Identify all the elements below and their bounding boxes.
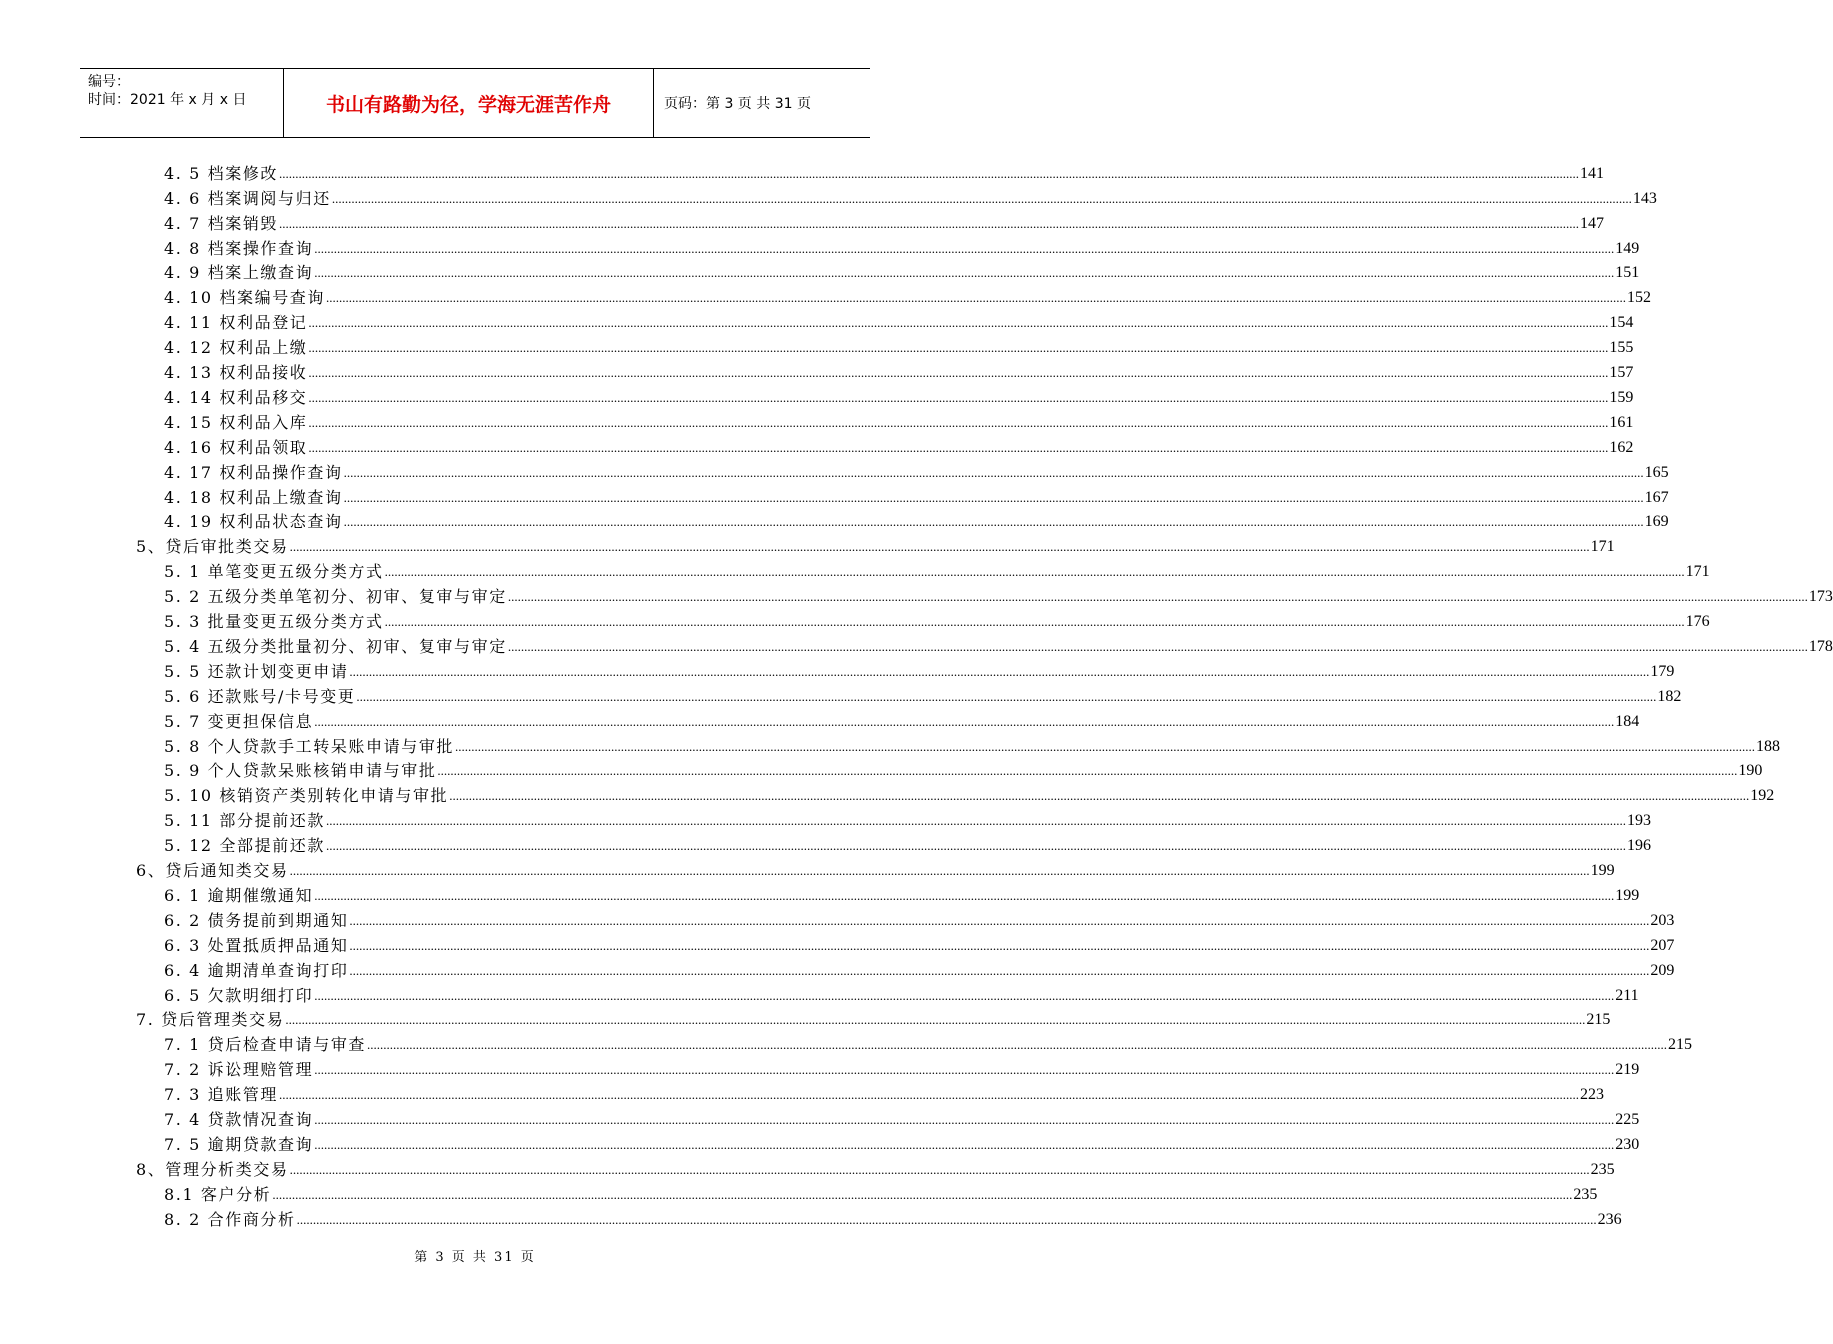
toc-entry-title: 4. 14 权利品移交 xyxy=(164,387,308,407)
toc-leader-dots: ................................................................................................................................................................................................................................................................................................................................................................................................................ xyxy=(326,290,1626,306)
toc-entry-title: 5. 12 全部提前还款 xyxy=(164,836,325,856)
toc-entry-page: 207 xyxy=(1650,936,1675,954)
toc-entry[interactable] xyxy=(0,284,1651,309)
toc-entry-page: 161 xyxy=(1609,413,1634,431)
toc-entry-page: 199 xyxy=(1590,862,1615,880)
toc-entry-title: 4. 13 权利品接收 xyxy=(164,363,308,383)
toc-leader-dots: ................................................................................................................................................................................................................................................................................................................................................................................................................ xyxy=(314,1136,1615,1152)
toc-leader-dots: ................................................................................................................................................................................................................................................................................................................................................................................................................ xyxy=(349,912,1650,928)
page-header xyxy=(80,68,870,138)
toc-entry-page: 184 xyxy=(1615,712,1640,730)
toc-leader-dots: ................................................................................................................................................................................................................................................................................................................................................................................................................ xyxy=(349,962,1650,978)
toc-leader-dots: ................................................................................................................................................................................................................................................................................................................................................................................................................ xyxy=(455,738,1756,754)
toc-entry-title: 5. 7 变更担保信息 xyxy=(164,711,314,731)
toc-entry-page: 154 xyxy=(1609,314,1634,332)
toc-entry-title: 7. 5 逾期贷款查询 xyxy=(164,1134,314,1154)
toc-entry-title: 4. 12 权利品上缴 xyxy=(164,338,308,358)
toc-leader-dots: ................................................................................................................................................................................................................................................................................................................................................................................................................ xyxy=(314,887,1615,903)
toc-entry-page: 159 xyxy=(1609,388,1634,406)
toc-entry-title: 4. 11 权利品登记 xyxy=(164,313,308,333)
toc-entry-title: 5. 2 五级分类单笔初分、初审、复审与审定 xyxy=(164,587,507,607)
toc-entry[interactable] xyxy=(0,582,1833,607)
toc-entry[interactable] xyxy=(0,184,1657,209)
toc-entry[interactable] xyxy=(0,1180,1598,1205)
toc-entry-page: 155 xyxy=(1609,339,1634,357)
toc-leader-dots: ................................................................................................................................................................................................................................................................................................................................................................................................................ xyxy=(314,1062,1615,1078)
toc-entry-title: 4. 19 权利品状态查询 xyxy=(164,512,343,532)
toc-entry-title: 4. 16 权利品领取 xyxy=(164,437,308,457)
toc-leader-dots: ................................................................................................................................................................................................................................................................................................................................................................................................................ xyxy=(507,638,1808,654)
toc-entry[interactable] xyxy=(0,757,1763,782)
header-page-info: 页码：第 3 页 共 31 页 xyxy=(664,96,811,112)
toc-entry[interactable] xyxy=(0,358,1634,383)
toc-entry-page: 147 xyxy=(1580,214,1605,232)
toc-leader-dots: ................................................................................................................................................................................................................................................................................................................................................................................................................ xyxy=(279,215,1580,231)
header-meta xyxy=(80,69,284,137)
toc-entry-page: 211 xyxy=(1615,986,1639,1004)
toc-entry-title: 6. 1 逾期催缴通知 xyxy=(164,885,314,905)
toc-entry-page: 171 xyxy=(1590,538,1615,556)
toc-leader-dots: ................................................................................................................................................................................................................................................................................................................................................................................................................ xyxy=(384,564,1685,580)
toc-entry-page: 169 xyxy=(1644,513,1669,531)
toc-entry-page: 215 xyxy=(1586,1011,1611,1029)
toc-leader-dots: ................................................................................................................................................................................................................................................................................................................................................................................................................ xyxy=(279,165,1580,181)
toc-entry-page: 149 xyxy=(1615,239,1640,257)
toc-entry-title: 6. 2 债务提前到期通知 xyxy=(164,910,349,930)
toc-entry-page: 182 xyxy=(1657,687,1682,705)
toc-entry[interactable] xyxy=(0,806,1651,831)
toc-entry-page: 143 xyxy=(1632,189,1657,207)
toc-entry-title: 4. 17 权利品操作查询 xyxy=(164,462,343,482)
toc-leader-dots: ................................................................................................................................................................................................................................................................................................................................................................................................................ xyxy=(449,788,1750,804)
toc-entry-title: 7. 1 贷后检查申请与审查 xyxy=(164,1035,367,1055)
toc-entry[interactable] xyxy=(0,881,1640,906)
toc-leader-dots: ................................................................................................................................................................................................................................................................................................................................................................................................................ xyxy=(343,464,1644,480)
toc-entry[interactable] xyxy=(0,234,1640,259)
toc-leader-dots: ................................................................................................................................................................................................................................................................................................................................................................................................................ xyxy=(331,190,1632,206)
toc-leader-dots: ................................................................................................................................................................................................................................................................................................................................................................................................................ xyxy=(308,389,1609,405)
toc-leader-dots: ................................................................................................................................................................................................................................................................................................................................................................................................................ xyxy=(308,340,1609,356)
toc-entry[interactable] xyxy=(0,508,1669,533)
toc-entry[interactable] xyxy=(0,856,1615,881)
toc-entry[interactable] xyxy=(0,632,1833,657)
toc-entry-title: 4. 7 档案销毁 xyxy=(164,213,279,233)
toc-entry-title: 4. 18 权利品上缴查询 xyxy=(164,487,343,507)
toc-leader-dots: ................................................................................................................................................................................................................................................................................................................................................................................................................ xyxy=(507,589,1808,605)
toc-entry-page: 219 xyxy=(1615,1061,1640,1079)
header-date: 时间：2021 年 x 月 x 日 xyxy=(88,92,247,108)
toc-leader-dots: ................................................................................................................................................................................................................................................................................................................................................................................................................ xyxy=(296,1211,1597,1227)
toc-entry-title: 5. 3 批量变更五级分类方式 xyxy=(164,612,384,632)
toc-entry[interactable] xyxy=(0,1205,1622,1230)
toc-entry[interactable] xyxy=(0,209,1605,234)
toc-entry-page: 199 xyxy=(1615,886,1640,904)
toc-entry-title: 8.1 客户分析 xyxy=(164,1184,272,1204)
toc-leader-dots: ................................................................................................................................................................................................................................................................................................................................................................................................................ xyxy=(289,539,1590,555)
toc-entry-page: 162 xyxy=(1609,438,1634,456)
toc-entry[interactable] xyxy=(0,383,1634,408)
toc-entry-title: 7. 3 追账管理 xyxy=(164,1085,279,1105)
toc-entry[interactable] xyxy=(0,408,1634,433)
toc-entry[interactable] xyxy=(0,931,1675,956)
toc-leader-dots: ................................................................................................................................................................................................................................................................................................................................................................................................................ xyxy=(349,663,1650,679)
toc-entry-title: 5. 8 个人贷款手工转呆账申请与审批 xyxy=(164,736,455,756)
toc-entry-page: 178 xyxy=(1808,637,1833,655)
toc-entry-page: 190 xyxy=(1738,762,1763,780)
toc-entry[interactable] xyxy=(0,1105,1640,1130)
toc-entry[interactable] xyxy=(0,607,1710,632)
toc-leader-dots: ................................................................................................................................................................................................................................................................................................................................................................................................................ xyxy=(308,365,1609,381)
toc-leader-dots: ................................................................................................................................................................................................................................................................................................................................................................................................................ xyxy=(437,763,1738,779)
toc-entry[interactable] xyxy=(0,1155,1615,1180)
toc-entry-title: 7. 贷后管理类交易 xyxy=(136,1010,285,1030)
toc-leader-dots: ................................................................................................................................................................................................................................................................................................................................................................................................................ xyxy=(308,439,1609,455)
toc-entry[interactable] xyxy=(0,458,1669,483)
toc-leader-dots: ................................................................................................................................................................................................................................................................................................................................................................................................................ xyxy=(314,265,1615,281)
toc-entry-page: 225 xyxy=(1615,1111,1640,1129)
toc-entry[interactable] xyxy=(0,1031,1693,1056)
toc-entry-title: 8. 2 合作商分析 xyxy=(164,1209,296,1229)
toc-entry-page: 179 xyxy=(1650,662,1675,680)
toc-leader-dots: ................................................................................................................................................................................................................................................................................................................................................................................................................ xyxy=(349,937,1650,953)
toc-entry-title: 6. 4 逾期清单查询打印 xyxy=(164,960,349,980)
toc-entry[interactable] xyxy=(0,682,1682,707)
toc-leader-dots: ................................................................................................................................................................................................................................................................................................................................................................................................................ xyxy=(343,489,1644,505)
toc-entry-title: 5、贷后审批类交易 xyxy=(136,537,289,557)
toc-entry[interactable] xyxy=(0,533,1615,558)
toc-entry-page: 151 xyxy=(1615,264,1640,282)
toc-entry[interactable] xyxy=(0,657,1675,682)
toc-entry-title: 5. 4 五级分类批量初分、初审、复审与审定 xyxy=(164,636,507,656)
toc-leader-dots: ................................................................................................................................................................................................................................................................................................................................................................................................................ xyxy=(314,987,1615,1003)
toc-entry-title: 4. 15 权利品入库 xyxy=(164,412,308,432)
toc-entry-title: 6. 5 欠款明细打印 xyxy=(164,985,314,1005)
toc-entry[interactable] xyxy=(0,1055,1640,1080)
toc-entry-title: 4. 6 档案调阅与归还 xyxy=(164,188,331,208)
toc-leader-dots: ................................................................................................................................................................................................................................................................................................................................................................................................................ xyxy=(343,514,1644,530)
toc-entry[interactable] xyxy=(0,707,1640,732)
header-number-label: 编号： xyxy=(88,74,130,90)
toc-entry-page: 188 xyxy=(1756,737,1781,755)
toc-leader-dots: ................................................................................................................................................................................................................................................................................................................................................................................................................ xyxy=(314,240,1615,256)
toc-entry-title: 7. 2 诉讼理赔管理 xyxy=(164,1060,314,1080)
toc-entry-page: 230 xyxy=(1615,1135,1640,1153)
toc-entry-page: 203 xyxy=(1650,911,1675,929)
toc-leader-dots: ................................................................................................................................................................................................................................................................................................................................................................................................................ xyxy=(285,1012,1586,1028)
toc-entry-title: 6. 3 处置抵质押品通知 xyxy=(164,935,349,955)
toc-entry[interactable] xyxy=(0,483,1669,508)
toc-leader-dots: ................................................................................................................................................................................................................................................................................................................................................................................................................ xyxy=(289,863,1590,879)
toc-entry[interactable] xyxy=(0,732,1781,757)
toc-entry[interactable] xyxy=(0,1006,1611,1031)
toc-entry-page: 193 xyxy=(1627,812,1651,830)
toc-entry[interactable] xyxy=(0,308,1634,333)
toc-entry-title: 4. 5 档案修改 xyxy=(164,163,279,183)
toc-entry[interactable] xyxy=(0,831,1651,856)
toc-entry-title: 4. 10 档案编号查询 xyxy=(164,288,325,308)
toc-entry-page: 209 xyxy=(1650,961,1675,979)
toc-entry-title: 5. 5 还款计划变更申请 xyxy=(164,661,349,681)
toc-leader-dots: ................................................................................................................................................................................................................................................................................................................................................................................................................ xyxy=(326,838,1626,854)
toc-entry-title: 5. 1 单笔变更五级分类方式 xyxy=(164,562,384,582)
toc-leader-dots: ................................................................................................................................................................................................................................................................................................................................................................................................................ xyxy=(326,813,1626,829)
toc-entry[interactable] xyxy=(0,159,1605,184)
toc-entry-page: 165 xyxy=(1644,463,1669,481)
toc-entry-title: 5. 10 核销资产类别转化申请与审批 xyxy=(164,786,449,806)
toc-entry-title: 4. 8 档案操作查询 xyxy=(164,238,314,258)
toc-entry-page: 235 xyxy=(1590,1160,1615,1178)
toc-leader-dots: ................................................................................................................................................................................................................................................................................................................................................................................................................ xyxy=(384,614,1685,630)
toc-entry-page: 173 xyxy=(1808,588,1833,606)
toc-entry-title: 7. 4 贷款情况查询 xyxy=(164,1110,314,1130)
toc-leader-dots: ................................................................................................................................................................................................................................................................................................................................................................................................................ xyxy=(367,1037,1668,1053)
toc-entry[interactable] xyxy=(0,433,1634,458)
page-footer: 第 3 页 共 31 页 xyxy=(414,1250,536,1265)
header-motto: 书山有路勤为径，学海无涯苦作舟 xyxy=(284,69,654,137)
toc-entry[interactable] xyxy=(0,259,1640,284)
toc-entry[interactable] xyxy=(0,906,1675,931)
toc-entry-title: 4. 9 档案上缴查询 xyxy=(164,263,314,283)
toc-entry-page: 171 xyxy=(1685,563,1710,581)
toc-leader-dots: ................................................................................................................................................................................................................................................................................................................................................................................................................ xyxy=(356,688,1657,704)
toc-entry[interactable] xyxy=(0,956,1675,981)
toc-leader-dots: ................................................................................................................................................................................................................................................................................................................................................................................................................ xyxy=(272,1186,1573,1202)
toc-entry-page: 176 xyxy=(1685,613,1710,631)
toc-entry[interactable] xyxy=(0,782,1775,807)
toc-leader-dots: ................................................................................................................................................................................................................................................................................................................................................................................................................ xyxy=(308,315,1609,331)
toc-entry[interactable] xyxy=(0,981,1639,1006)
toc-leader-dots: ................................................................................................................................................................................................................................................................................................................................................................................................................ xyxy=(289,1161,1590,1177)
toc-entry-page: 236 xyxy=(1597,1210,1622,1228)
toc-entry-title: 8、管理分析类交易 xyxy=(136,1159,289,1179)
toc-entry-page: 235 xyxy=(1573,1185,1598,1203)
toc-leader-dots: ................................................................................................................................................................................................................................................................................................................................................................................................................ xyxy=(279,1087,1580,1103)
toc-entry[interactable] xyxy=(0,333,1634,358)
toc-entry-page: 215 xyxy=(1668,1036,1693,1054)
toc-entry-title: 5. 9 个人贷款呆账核销申请与审批 xyxy=(164,761,437,781)
toc-entry-page: 152 xyxy=(1627,289,1651,307)
toc-entry-page: 167 xyxy=(1644,488,1669,506)
toc-entry[interactable] xyxy=(0,1080,1605,1105)
toc-leader-dots: ................................................................................................................................................................................................................................................................................................................................................................................................................ xyxy=(308,414,1609,430)
toc-entry-page: 196 xyxy=(1627,837,1651,855)
toc-leader-dots: ................................................................................................................................................................................................................................................................................................................................................................................................................ xyxy=(314,1112,1615,1128)
toc-entry-page: 157 xyxy=(1609,364,1634,382)
toc-entry-page: 223 xyxy=(1580,1086,1605,1104)
toc-entry[interactable] xyxy=(0,557,1710,582)
toc-entry-title: 5. 11 部分提前还款 xyxy=(164,811,325,831)
toc-entry-page: 192 xyxy=(1750,787,1775,805)
toc-entry-page: 141 xyxy=(1580,164,1605,182)
toc-entry-title: 5. 6 还款账号/卡号变更 xyxy=(164,686,356,706)
toc-entry-title: 6、贷后通知类交易 xyxy=(136,861,289,881)
toc-entry[interactable] xyxy=(0,1130,1640,1155)
toc-leader-dots: ................................................................................................................................................................................................................................................................................................................................................................................................................ xyxy=(314,713,1615,729)
